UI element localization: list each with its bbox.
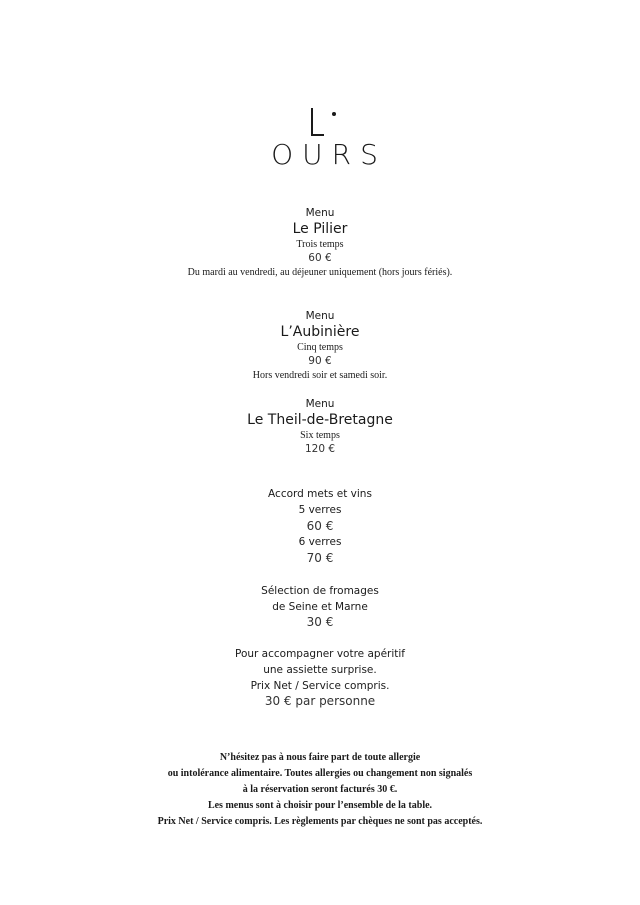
cheese-line-2: de Seine et Marne bbox=[272, 601, 368, 613]
menu-3-label: Menu bbox=[305, 398, 335, 410]
footer-line-2: ou intolérance alimentaire. Toutes allergies ou changement non signalés bbox=[167, 768, 473, 779]
menu-2-price: 90 € bbox=[308, 355, 332, 367]
aperitif-line-1: Pour accompagner votre apéritif bbox=[234, 648, 406, 660]
aperitif-line-3: Prix Net / Service compris. bbox=[250, 680, 390, 692]
menu-3-name: Le Theil-de-Bretagne bbox=[247, 412, 393, 428]
aperitif-price: 30 € par personne bbox=[264, 694, 376, 708]
menu-1-note: Du mardi au vendredi, au déjeuner uniquement (hors jours fériés). bbox=[187, 267, 453, 278]
menu-1-price: 60 € bbox=[308, 252, 332, 264]
pairing-option-2-label: 6 verres bbox=[298, 536, 342, 548]
logo-wordmark: OURS bbox=[271, 138, 387, 171]
menu-1-name: Le Pilier bbox=[292, 221, 348, 237]
footer-line-4: Les menus sont à choisir pour l’ensemble de la table. bbox=[207, 800, 433, 811]
pairing-option-2-price: 70 € bbox=[306, 551, 334, 565]
menu-3-price: 120 € bbox=[304, 443, 336, 455]
menu-3-courses: Six temps bbox=[300, 430, 340, 441]
pairing-option-1-label: 5 verres bbox=[298, 504, 342, 516]
menu-1-label: Menu bbox=[305, 207, 335, 219]
logo-dot bbox=[332, 112, 336, 116]
aperitif-line-2: une assiette surprise. bbox=[263, 664, 377, 676]
footer-line-1: N’hésitez pas à nous faire part de toute allergie bbox=[219, 752, 421, 763]
cheese-price: 30 € bbox=[306, 615, 334, 629]
footer-line-3: à la réservation seront facturés 30 €. bbox=[242, 784, 398, 795]
menu-2-note: Hors vendredi soir et samedi soir. bbox=[252, 370, 388, 381]
cheese-line-1: Sélection de fromages bbox=[261, 585, 379, 597]
menu-2-name: L’Aubinière bbox=[280, 324, 360, 340]
footer-line-5: Prix Net / Service compris. Les règlements par chèques ne sont pas acceptés. bbox=[157, 816, 483, 827]
pairing-title: Accord mets et vins bbox=[268, 488, 372, 500]
menu-2-label: Menu bbox=[305, 310, 335, 322]
pairing-option-1-price: 60 € bbox=[306, 519, 334, 533]
menu-2-courses: Cinq temps bbox=[297, 342, 343, 353]
logo-letter-l bbox=[304, 108, 326, 136]
menu-1-courses: Trois temps bbox=[296, 239, 344, 250]
